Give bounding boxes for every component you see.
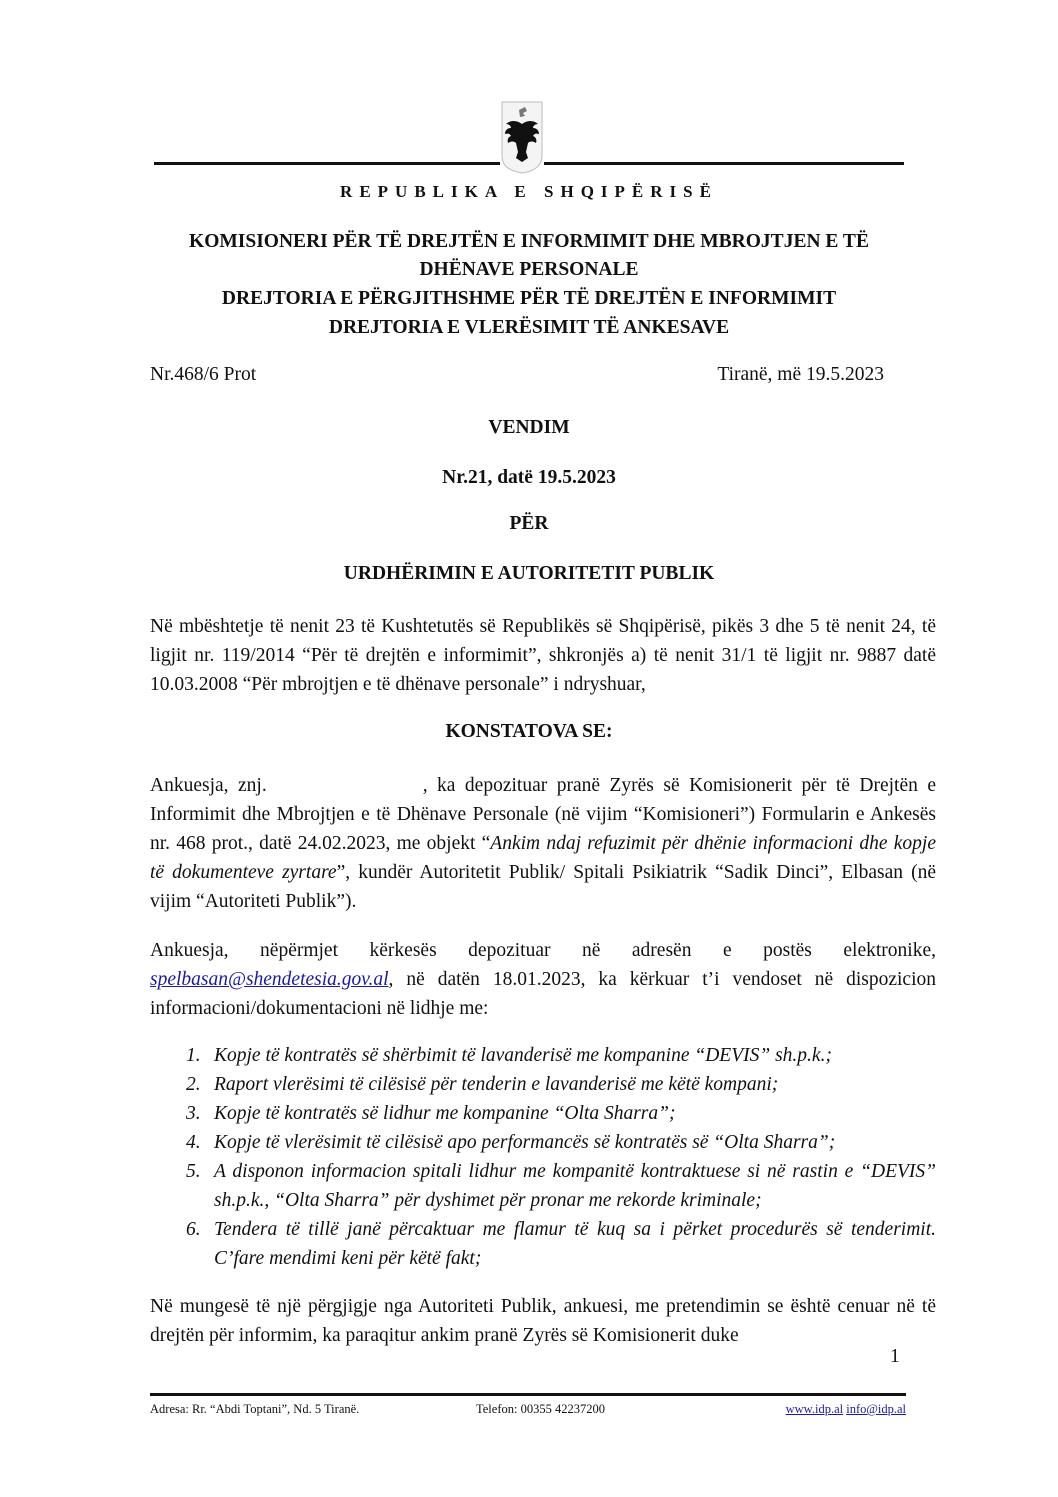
complaint-intro: Ankuesja, znj. <box>150 775 267 796</box>
complaint-paragraph <box>150 771 936 916</box>
list-item: 5. A disponon informacion spitali lidhur me kompanitë kontraktuese si në rastin e “DEVIS” sh.p.k., “Olta Sharra” për dyshimet për pronar me rekorde kriminale; <box>186 1161 936 1211</box>
protocol-number: Nr.468/6 Prot <box>150 364 257 385</box>
footer-links <box>786 1402 906 1417</box>
header-divider-left <box>154 162 500 165</box>
list-item: 2. Raport vlerësimi të cilësisë për tenderin e lavanderisë me këtë kompani; <box>186 1074 779 1095</box>
footer-email-link[interactable]: info@idp.al <box>846 1402 906 1416</box>
decision-title: VENDIM <box>488 417 570 438</box>
directorate-general: DREJTORIA E PËRGJITHSHME PËR TË DREJTËN E INFORMIMIT <box>221 288 837 309</box>
decision-subject: URDHËRIMIN E AUTORITETIT PUBLIK <box>343 563 715 584</box>
albanian-eagle-emblem-icon <box>500 100 544 174</box>
no-response-paragraph: Në mungesë të një përgjigje nga Autoriteti Publik, ankuesi, me pretendimin se është cenuar në të drejtën për informim, ka paraqitur ankim pranë Zyrës së Komisionerit duke <box>150 1296 936 1346</box>
directorate: DREJTORIA E VLERËSIMIT TË ANKESAVE <box>328 317 730 338</box>
republic-heading: REPUBLIKA E SHQIPËRISË <box>340 182 718 201</box>
complaint-text-2: ”, kundër Autoritetit Publik/ Spitali Psikiatrik “Sadik Dinci”, Elbasan (në vijim “Autoriteti Publik”). <box>150 862 936 912</box>
email-link[interactable]: spelbasan@shendetesia.gov.al <box>150 969 389 990</box>
request-items-list <box>150 1041 936 1273</box>
footer-phone: Telefon: 00355 42237200 <box>476 1402 605 1416</box>
complaint-text-1: , ka depozituar pranë Zyrës së Komisionerit për të Drejtën e Informimit dhe Mbrojtjen e të Dhënave Personale (në vijim “Komisioneri”) Formularin e Ankesës nr. 468 prot., datë 24.02.2023, me objekt “ <box>150 775 936 854</box>
list-item: 1. Kopje të kontratës së shërbimit të lavanderisë me kompanine “DEVIS” sh.p.k.; <box>186 1045 832 1066</box>
request-text: , në datën 18.01.2023, ka kërkuar t’i vendoset në dispozicion informacioni/dokumentacioni në lidhje me: <box>150 969 936 1019</box>
place-date: Tiranë, më 19.5.2023 <box>717 364 884 385</box>
list-item: 3. Kopje të kontratës së lidhur me kompanine “Olta Sharra”; <box>186 1103 676 1124</box>
decision-number: Nr.21, datë 19.5.2023 <box>442 467 616 488</box>
header-divider-right <box>544 162 904 165</box>
list-item: 6. Tendera të tillë janë përcaktuar me flamur të kuq sa i përket procedurës së tenderimit. C’fare mendimi keni për këtë fakt; <box>186 1219 936 1269</box>
footer-divider <box>150 1393 906 1396</box>
request-paragraph <box>150 936 936 1023</box>
complaint-object: Ankim ndaj refuzimit për dhënie informacioni dhe kopje të dokumenteve zyrtare <box>150 833 937 883</box>
legal-basis-paragraph: Në mbështetje të nenit 23 të Kushtetutës së Republikës së Shqipërisë, pikës 3 dhe 5 të nenit 24, të ligjit nr. 119/2014 “Për të drejtën e informimit”, shkronjës a) të nenit 31/1 të ligjit nr. 9887 datë 10.03.2008 “Për mbrojtjen e të dhënave personale” i ndryshuar, <box>150 616 936 695</box>
decision-for: PËR <box>509 513 549 534</box>
list-item: 4. Kopje të vlerësimit të cilësisë apo performancës së kontratës së “Olta Sharra”; <box>186 1132 836 1153</box>
organization-line-2: DHËNAVE PERSONALE <box>419 259 639 280</box>
website-link[interactable]: www.idp.al <box>785 1402 844 1416</box>
request-intro: Ankuesja, nëpërmjet kërkesës depozituar në adresën e postës elektronike, <box>150 940 936 961</box>
findings-heading: KONSTATOVA SE: <box>445 721 613 742</box>
footer-address: Adresa: Rr. “Abdi Toptani”, Nd. 5 Tiranë. <box>150 1402 360 1416</box>
organization-line-1: KOMISIONERI PËR TË DREJTËN E INFORMIMIT DHE MBROJTJEN E TË <box>189 231 869 252</box>
page-number: 1 <box>890 1346 900 1367</box>
organization-heading <box>0 228 1058 342</box>
